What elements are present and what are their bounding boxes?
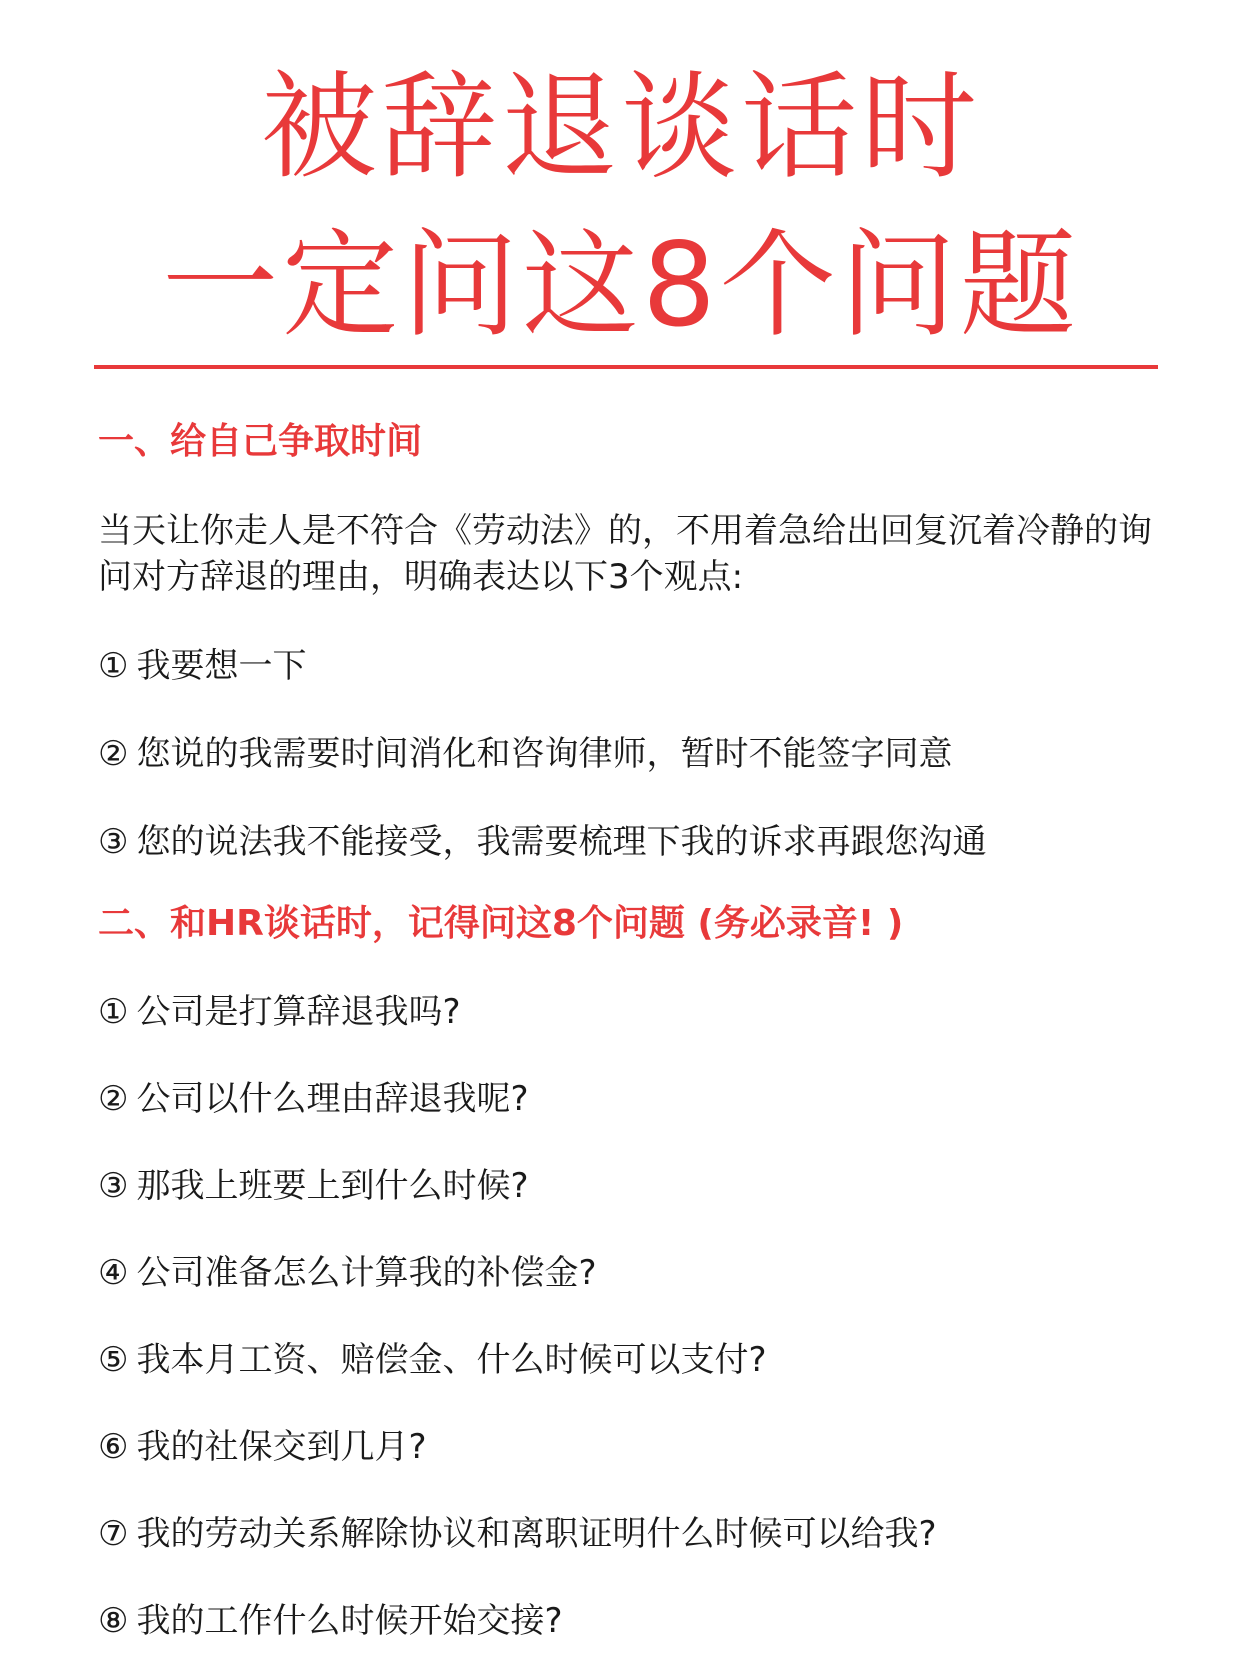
item-text: 我的劳动关系解除协议和离职证明什么时候可以给我?	[136, 1514, 937, 1554]
item-text: 我的社保交到几月?	[136, 1427, 427, 1467]
item-text: 我的工作什么时候开始交接?	[136, 1601, 563, 1641]
list-item	[98, 642, 1158, 690]
item-text: 那我上班要上到什么时候?	[136, 1166, 529, 1206]
list-item	[98, 1249, 1158, 1297]
item-number: ①	[98, 646, 129, 686]
item-number: ③	[98, 1166, 129, 1206]
item-number: ①	[98, 992, 129, 1032]
item-number: ⑧	[98, 1601, 129, 1641]
list-item	[98, 1336, 1158, 1384]
item-text: 我要想一下	[136, 646, 307, 686]
content	[98, 418, 1158, 1645]
section-1-paragraph: 当天让你走人是不符合《劳动法》的，不用着急给出回复沉着冷静的询问对方辞退的理由，明确表达以下3个观点:	[98, 511, 1152, 597]
list-item	[98, 1423, 1158, 1471]
section-1	[98, 418, 1158, 866]
item-number: ⑥	[98, 1427, 129, 1467]
item-number: ⑦	[98, 1514, 129, 1554]
list-item	[98, 1510, 1158, 1558]
title-divider	[94, 365, 1158, 369]
title-line-1: 被辞退谈话时	[261, 60, 981, 195]
item-text: 您的说法我不能接受，我需要梳理下我的诉求再跟您沟通	[136, 822, 987, 862]
list-item	[98, 1162, 1158, 1210]
item-text: 公司是打算辞退我吗?	[136, 992, 461, 1032]
item-text: 公司准备怎么计算我的补偿金?	[136, 1253, 597, 1293]
section-2-heading: 二、和HR谈话时，记得问这8个问题 (务必录音! )	[98, 903, 904, 944]
item-text: 我本月工资、赔偿金、什么时候可以支付?	[136, 1340, 767, 1380]
section-1-heading: 一、给自己争取时间	[98, 421, 423, 462]
list-item	[98, 988, 1158, 1036]
list-item	[98, 818, 1158, 866]
section-1-list	[98, 642, 1158, 866]
item-text: 公司以什么理由辞退我呢?	[136, 1079, 529, 1119]
item-text: 您说的我需要时间消化和咨询律师，暂时不能签字同意	[136, 734, 953, 774]
item-number: ②	[98, 1079, 129, 1119]
list-item	[98, 1597, 1158, 1645]
title-line-2: 一定问这8个问题	[162, 218, 1080, 353]
title-block	[0, 60, 1242, 353]
section-2	[98, 900, 1158, 1645]
item-number: ⑤	[98, 1340, 129, 1380]
item-number: ④	[98, 1253, 129, 1293]
list-item	[98, 1075, 1158, 1123]
section-2-list	[98, 988, 1158, 1645]
item-number: ③	[98, 822, 129, 862]
item-number: ②	[98, 734, 129, 774]
list-item	[98, 730, 1158, 778]
